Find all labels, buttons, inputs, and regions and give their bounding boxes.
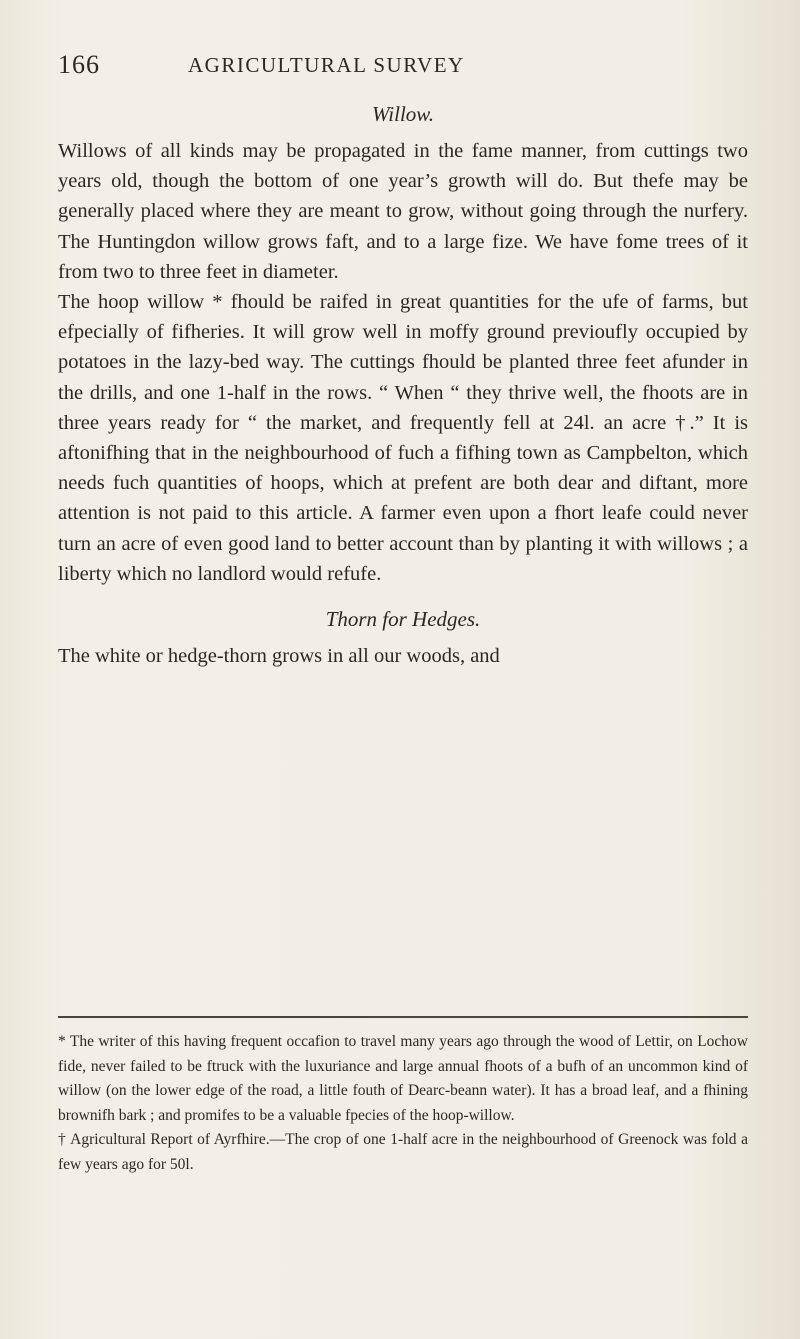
paragraph-thorn-1: The white or hedge-thorn grows in all our woods, and (58, 645, 500, 668)
page-header (58, 50, 748, 90)
page-number: 166 (58, 50, 100, 79)
running-head: AGRICULTURAL SURVEY (188, 53, 465, 77)
footnote-1: * The writer of this having frequent occafion to travel many years ago through the wood of Lettir, on Lochow fide, never failed to be ftruck with the luxuriance and large annual fhoots of a bufh of an uncommon kind of willow (on the lower edge of the road, a little fouth of Dearc-beann water). It has a broad leaf, and a fhining brownifh bark ; and promifes to be a valuable fpecies of the hoop-willow. (58, 1033, 748, 1124)
footnote-2: † Agricultural Report of Ayrfhire.—The crop of one 1-half acre in the neighbourhood of Greenock was fold a few years ago for 50l. (58, 1131, 748, 1173)
footnotes (58, 1030, 748, 1178)
main-text (58, 98, 748, 671)
section-title-willow: Willow. (371, 102, 435, 126)
section-title-thorn: Thorn for Hedges. (325, 607, 481, 632)
paragraph-willow-2: The hoop willow * fhould be raifed in great quantities for the ufe of farms, but efpecially of fifheries. It will grow well in moffy ground previoufly occupied by potatoes in the lazy-bed way. The cuttings fhould be planted three feet afunder in the drills, and one 1-half in the rows. “ When “ they thrive well, the fhoots are in three years ready for “ the market, and frequently fell at 24l. an acre †.” It is aftonifhing that in the neighbourhood of fuch a fifhing town as Campbelton, which needs fuch quantities of hoops, which at prefent are both dear and diftant, more attention is not paid to this article. A farmer even upon a fhort leafe could never turn an acre of even good land to better account than by planting it with willows ; a liberty which no landlord would refufe. (58, 291, 748, 585)
footnote-divider (58, 1016, 748, 1018)
paragraph-willow-1: Willows of all kinds may be propagated in the fame manner, from cuttings two years old, though the bottom of one year’s growth will do. But thefe may be generally placed where they are meant to grow, without going through the nurfery. The Huntingdon willow grows faft, and to a large fize. We have fome trees of it from two to three feet in diameter. (58, 140, 748, 283)
